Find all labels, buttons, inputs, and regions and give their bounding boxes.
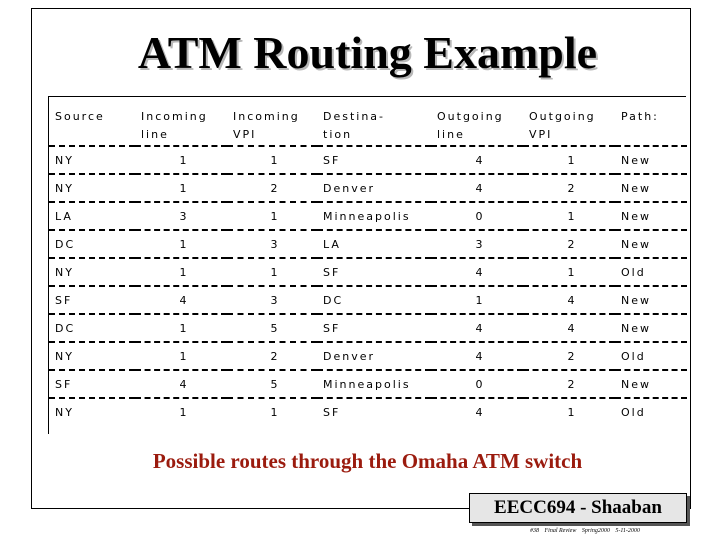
footer-meta (530, 528, 644, 534)
footer-course-box: EECC694 - Shaaban (469, 493, 687, 523)
table-cell: New (615, 286, 687, 314)
table-row (49, 202, 687, 230)
slide-title: ATM Routing Example (137, 27, 598, 78)
table-row (49, 314, 687, 342)
table-row (49, 174, 687, 202)
column-header-sub: tion (317, 123, 431, 146)
table-cell: 0 (431, 202, 523, 230)
table-cell: 4 (475, 405, 485, 419)
table-row (49, 286, 687, 314)
table-cell: 1 (227, 202, 317, 230)
table-cell: 4 (135, 286, 227, 314)
table-row (49, 146, 687, 174)
table-cell: 1 (431, 286, 523, 314)
table-row (49, 342, 687, 370)
table-cell: SF (49, 286, 135, 314)
table-cell: 1 (227, 258, 317, 286)
table-cell: 1 (135, 230, 227, 258)
table-cell: Old (615, 258, 687, 286)
table-body (49, 146, 687, 425)
table-cell: 2 (523, 230, 615, 258)
table-cell: 4 (431, 314, 523, 342)
column-header-sub (49, 123, 135, 146)
footer-term: Spring2000 (581, 528, 610, 534)
column-header-sub: line (431, 123, 523, 146)
table-cell: 4 (431, 342, 523, 370)
table-cell: 4 (523, 314, 615, 342)
table-cell: 1 (227, 146, 317, 174)
table-cell: 1 (135, 258, 227, 286)
table-cell: 1 (567, 405, 577, 419)
table-row (49, 398, 687, 425)
footer-review: Final Review (544, 528, 577, 534)
table-row (49, 258, 687, 286)
table-cell: 2 (523, 174, 615, 202)
table-cell: 4 (135, 370, 227, 398)
column-header: Outgoing (437, 110, 504, 123)
table-cell: New (615, 146, 687, 174)
table-cell: Old (615, 342, 687, 370)
table-cell: SF (317, 146, 431, 174)
table-cell: Old (621, 405, 646, 419)
table-cell: New (615, 314, 687, 342)
table-cell: SF (323, 405, 341, 419)
table-cell: 2 (227, 174, 317, 202)
table-cell: NY (49, 258, 135, 286)
table-cell: Denver (317, 342, 431, 370)
table-cell: 5 (227, 314, 317, 342)
table-cell: NY (49, 146, 135, 174)
table-cell: SF (49, 370, 135, 398)
table-cell: LA (317, 230, 431, 258)
header-row-bottom (49, 123, 687, 146)
footer-date: 5-11-2000 (615, 528, 640, 534)
column-header-sub: line (135, 123, 227, 146)
table-cell: New (615, 370, 687, 398)
table-row (49, 230, 687, 258)
table-cell: DC (317, 286, 431, 314)
table-cell: New (615, 174, 687, 202)
table-cell: 1 (523, 258, 615, 286)
table-cell: 3 (227, 230, 317, 258)
header-row-top (49, 97, 687, 123)
table-cell: 3 (431, 230, 523, 258)
table-cell: 0 (431, 370, 523, 398)
table-cell: DC (49, 230, 135, 258)
table-cell: New (615, 202, 687, 230)
table-cell: 4 (431, 146, 523, 174)
table-cell: 1 (523, 146, 615, 174)
routing-table (49, 97, 687, 425)
table-cell: 3 (227, 286, 317, 314)
column-header: Incoming (233, 110, 300, 123)
column-header: Incoming (141, 110, 208, 123)
table-cell: 1 (135, 174, 227, 202)
routing-table-box (48, 96, 686, 434)
column-header-sub (615, 123, 687, 146)
column-header-sub: VPI (227, 123, 317, 146)
table-cell: SF (317, 258, 431, 286)
slide-caption: Possible routes through the Omaha ATM switch (152, 449, 583, 473)
table-cell: NY (49, 342, 135, 370)
table-cell: 1 (270, 405, 280, 419)
column-header: Source (55, 110, 105, 123)
table-cell: 5 (227, 370, 317, 398)
column-header: Path: (621, 110, 659, 123)
table-cell: 1 (135, 146, 227, 174)
table-cell: 1 (135, 314, 227, 342)
table-cell: 4 (523, 286, 615, 314)
table-cell: 2 (523, 370, 615, 398)
table-cell: NY (49, 174, 135, 202)
table-cell: Minneapolis (317, 202, 431, 230)
table-cell: 4 (431, 258, 523, 286)
table-cell: 1 (135, 342, 227, 370)
table-cell: DC (49, 314, 135, 342)
table-cell: 1 (179, 405, 189, 419)
column-header: Destina- (323, 110, 386, 123)
table-cell: LA (49, 202, 135, 230)
column-header: Outgoing (529, 110, 596, 123)
table-cell: 4 (431, 174, 523, 202)
table-cell: 1 (523, 202, 615, 230)
footer-lecture: #38 (530, 528, 539, 534)
table-cell: 2 (227, 342, 317, 370)
table-cell: Minneapolis (317, 370, 431, 398)
table-row (49, 370, 687, 398)
table-cell: 3 (135, 202, 227, 230)
column-header-sub: VPI (523, 123, 615, 146)
table-cell: SF (317, 314, 431, 342)
table-cell: New (615, 230, 687, 258)
table-cell: 2 (523, 342, 615, 370)
table-cell: Denver (317, 174, 431, 202)
table-cell: NY (55, 405, 74, 419)
